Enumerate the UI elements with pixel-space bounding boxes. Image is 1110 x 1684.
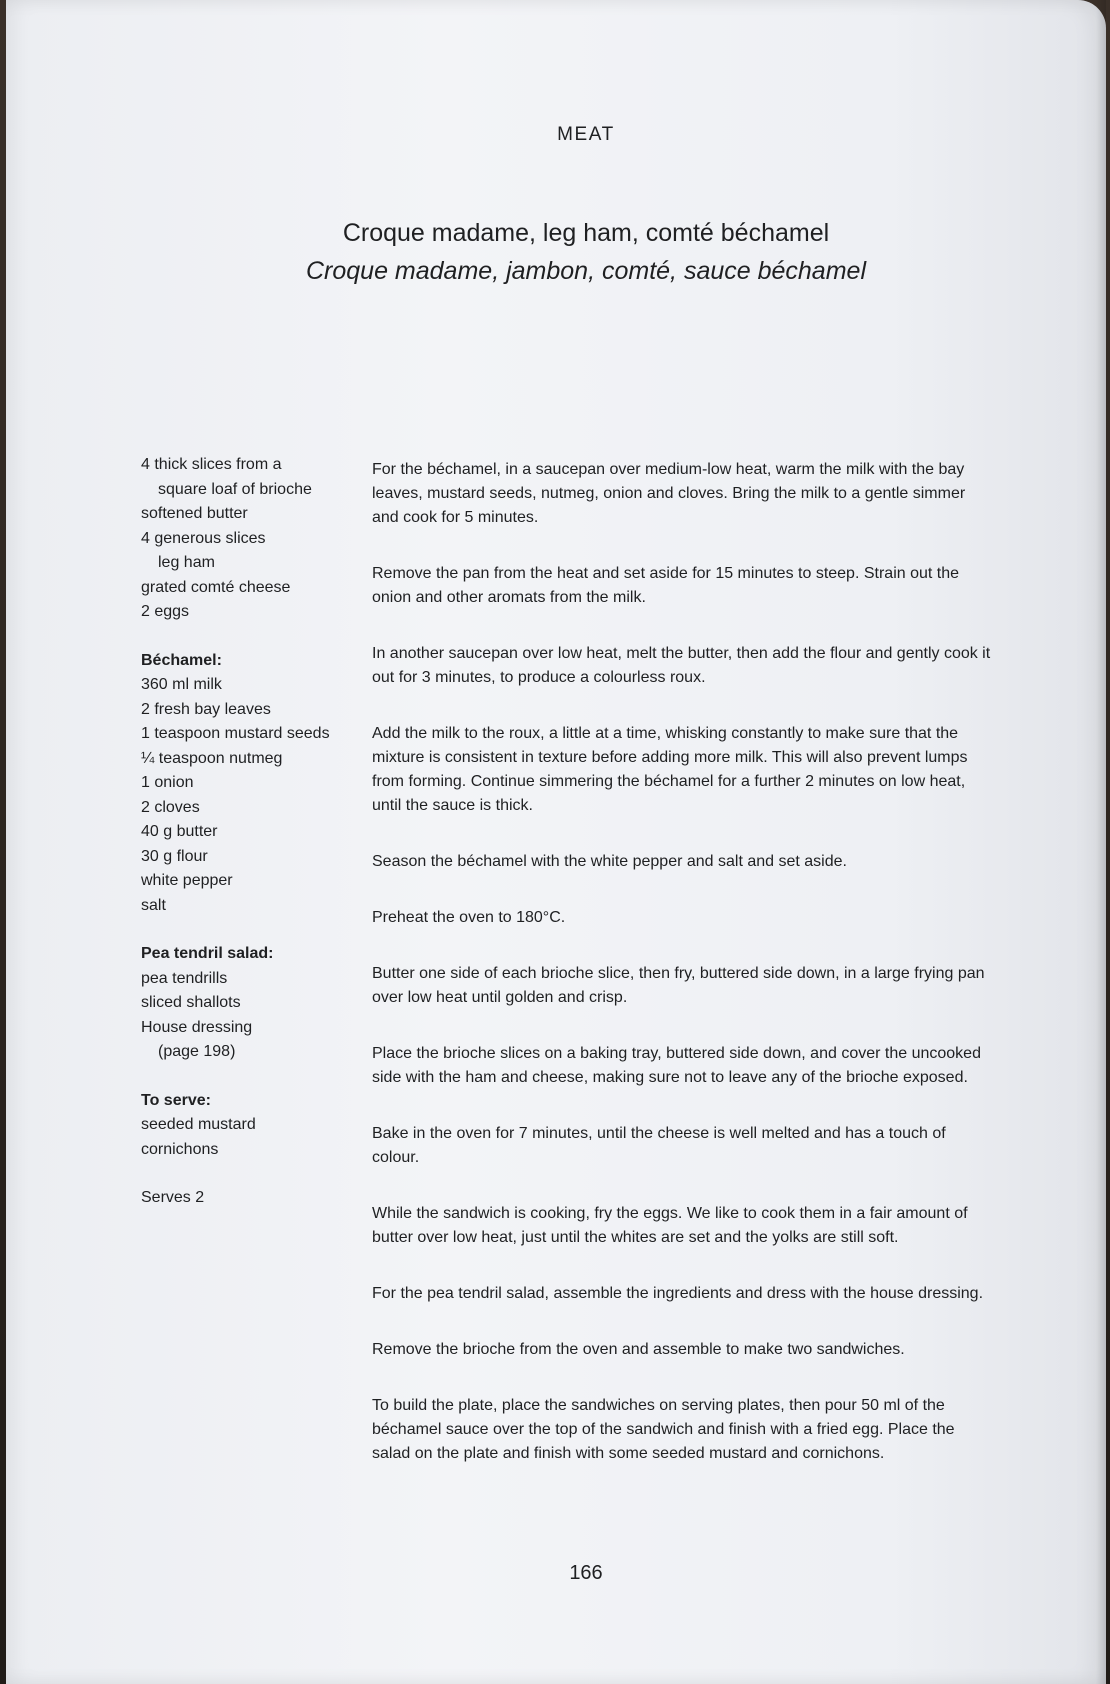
method-step: Bake in the oven for 7 minutes, until the cheese is well melted and has a touch of colour. — [372, 1125, 946, 1166]
ingredient-item: 360 ml milk — [141, 676, 222, 693]
ingredient-item: cornichons — [141, 1140, 219, 1158]
ingredient-item: House dressing — [141, 1018, 253, 1036]
section-heading: MEAT — [557, 124, 615, 145]
spacer — [141, 1065, 356, 1089]
method-step: For the béchamel, in a saucepan over medium-low heat, warm the milk with the bay leaves, mustard seeds, nutmeg, onion and cloves. Bring the milk to a gentle simmer and cook for 5 minutes. — [372, 461, 966, 526]
ingredient-item: leg ham — [158, 554, 215, 571]
ingredient-item: 1 teaspoon mustard seeds — [141, 725, 330, 742]
method-step: Place the brioche slices on a baking tray, buttered side down, and cover the uncooked side with the ham and cheese, making sure not to leave any of the brioche exposed. — [372, 1045, 981, 1086]
ingredient-item: 1 onion — [141, 774, 194, 791]
spacer — [141, 918, 356, 942]
method-step: Season the béchamel with the white pepper and salt and set aside. — [372, 853, 847, 870]
ingredient-item: salt — [141, 896, 166, 914]
ingredient-item: white pepper — [141, 872, 233, 889]
ingredient-item: pea tendrills — [141, 969, 228, 987]
method-step: Preheat the oven to 180°C. — [372, 909, 566, 926]
method-step: Remove the pan from the heat and set aside for 15 minutes to steep. Strain out the onion and other aromats from the milk. — [372, 565, 960, 606]
ingredient-item: square loaf of brioche — [158, 480, 312, 498]
method-step: In another saucepan over low heat, melt the butter, then add the flour and gently cook it out for 3 minutes, to produce a colourless roux. — [372, 645, 991, 686]
bechamel-heading: Béchamel: — [141, 651, 222, 669]
method-step: Butter one side of each brioche slice, then fry, buttered side down, in a large frying pan over low heat until golden and crisp. — [372, 965, 985, 1006]
ingredient-item: grated comté cheese — [141, 578, 291, 596]
spacer — [141, 1162, 356, 1186]
method-step: Remove the brioche from the oven and assemble to make two sandwiches. — [372, 1341, 905, 1358]
page-number: 166 — [569, 1562, 603, 1584]
method-step: Add the milk to the roux, a little at a time, whisking constantly to make sure that the mixture is consistent in texture before adding more milk. This will also prevent lumps from forming. Continue simmering the béchamel for a further 2 minutes on low heat, until the sauce is thick. — [372, 725, 968, 814]
ingredient-item: 4 generous slices — [141, 529, 266, 547]
ingredients-column — [141, 453, 356, 1211]
ingredient-item: softened butter — [141, 505, 248, 522]
ingredient-item: 40 g butter — [141, 823, 218, 840]
recipe-title: Croque madame, leg ham, comté béchamel — [342, 219, 830, 247]
ingredient-item: sliced shallots — [141, 994, 241, 1011]
method-column — [372, 458, 992, 1498]
serve-heading: To serve: — [141, 1091, 211, 1109]
recipe-subtitle-french: Croque madame, jambon, comté, sauce béchamel — [305, 257, 866, 285]
ingredient-item: 30 g flour — [141, 847, 208, 865]
serves-count: Serves 2 — [141, 1189, 205, 1206]
ingredient-item: ¼ teaspoon nutmeg — [141, 749, 283, 767]
ingredient-item: seeded mustard — [141, 1116, 256, 1133]
spacer — [141, 625, 356, 649]
salad-heading: Pea tendril salad: — [141, 945, 274, 962]
ingredient-item: 2 cloves — [141, 798, 200, 816]
method-step: For the pea tendril salad, assemble the ingredients and dress with the house dressing. — [372, 1285, 984, 1302]
ingredient-item: 2 eggs — [141, 603, 190, 620]
book-page — [6, 0, 1106, 1684]
ingredient-item: 4 thick slices from a — [141, 456, 282, 473]
method-step: To build the plate, place the sandwiches on serving plates, then pour 50 ml of the béchamel sauce over the top of the sandwich and finish with a fried egg. Place the salad on the plate and finish with some seeded mustard and cornichons. — [372, 1397, 955, 1462]
ingredient-item: 2 fresh bay leaves — [141, 700, 271, 718]
ingredient-item: (page 198) — [158, 1043, 236, 1060]
method-step: While the sandwich is cooking, fry the eggs. We like to cook them in a fair amount of butter over low heat, just until the whites are set and the yolks are still soft. — [372, 1205, 968, 1246]
